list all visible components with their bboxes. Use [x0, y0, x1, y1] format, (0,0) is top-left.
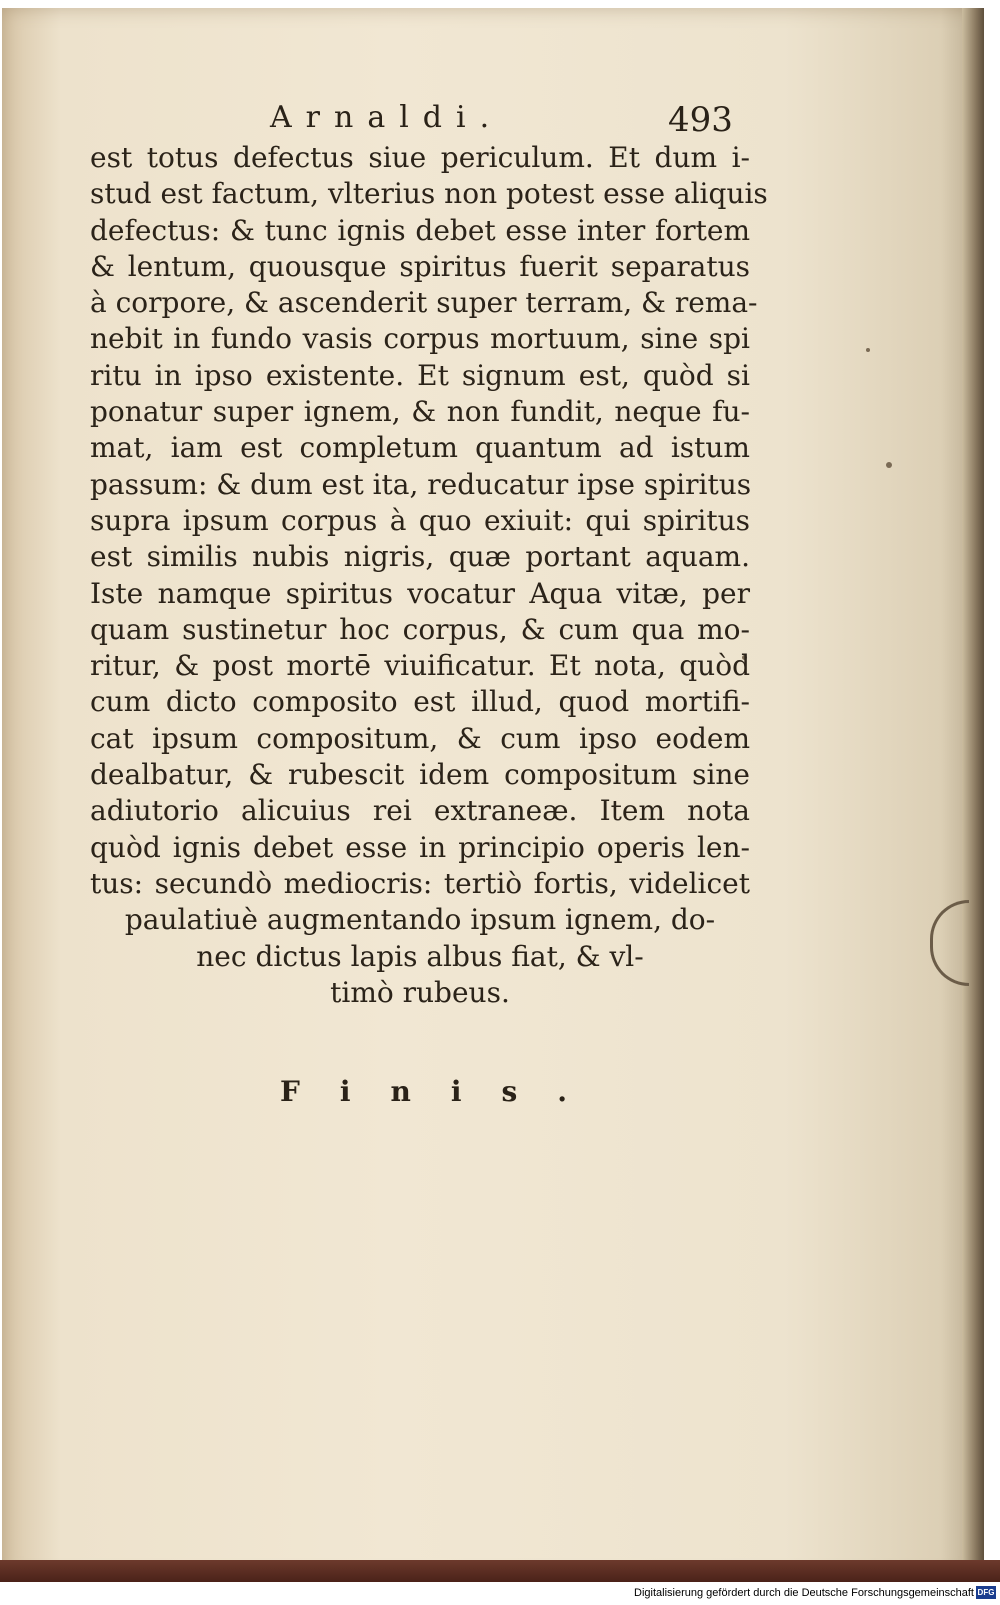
text-line: tus: secundò mediocris: tertiò fortis, videlicet [90, 866, 750, 900]
dfg-logo-icon: DFG [977, 1588, 995, 1597]
text-line: stud est factum, vlterius non potest esse aliquis [90, 177, 768, 211]
text-line: cum dicto composito est illud, quod mortifi- [90, 685, 750, 719]
page-number: 493 [668, 100, 733, 140]
page-fore-edge [962, 8, 984, 1578]
paper-speck [886, 462, 892, 468]
paper-speck [866, 348, 870, 352]
body-text [90, 140, 768, 1011]
text-line: à corpore, & ascenderit super terram, & rema- [90, 286, 758, 320]
text-line: adiutorio alicuius rei extraneæ. Item nota [90, 794, 750, 828]
text-line: passum: & dum est ita, reducatur ipse spiritus [90, 467, 752, 501]
finis-label: Finis. [280, 1075, 608, 1108]
text-line: quam sustinetur hoc corpus, & cum qua mo- [90, 612, 750, 646]
text-line: defectus: & tunc ignis debet esse inter fortem [90, 213, 750, 247]
text-line: quòd ignis debet esse in principio operis len- [90, 830, 750, 864]
text-line: ponatur super ignem, & non fundit, neque fu- [90, 395, 750, 429]
text-line: dealbatur, & rubescit idem compositum sine [90, 758, 750, 792]
text-line: & lentum, quousque spiritus fuerit separatus [90, 249, 750, 283]
text-line: mat, iam est completum quantum ad istum [90, 431, 750, 465]
text-line: ritur, & post mortē viuificatur. Et nota, quòd [90, 649, 750, 683]
text-line: timò rubeus. [330, 975, 510, 1009]
text-line: nebit in fundo vasis corpus mortuum, sine spi [90, 322, 750, 356]
text-line: est totus defectus siue periculum. Et dum i- [90, 141, 750, 174]
text-line: paulatiuè augmentando ipsum ignem, do- [124, 903, 716, 937]
text-line: ritu in ipso existente. Et signum est, quòd si [90, 358, 750, 392]
text-line: nec dictus lapis albus fiat, & vl- [196, 939, 644, 973]
text-line: Iste namque spiritus vocatur Aqua vitæ, per [90, 576, 750, 610]
footer-credit: Digitalisierung gefördert durch die Deutsche Forschungsgemeinschaft [634, 1587, 974, 1599]
text-line: supra ipsum corpus à quo exiuit: qui spiritus [90, 503, 750, 537]
text-line: est similis nubis nigris, quæ portant aquam. [90, 540, 750, 574]
text-line: cat ipsum compositum, & cum ipso eodem [90, 721, 750, 755]
book-binding [0, 1560, 1000, 1582]
running-head: Arnaldi. [270, 100, 504, 135]
